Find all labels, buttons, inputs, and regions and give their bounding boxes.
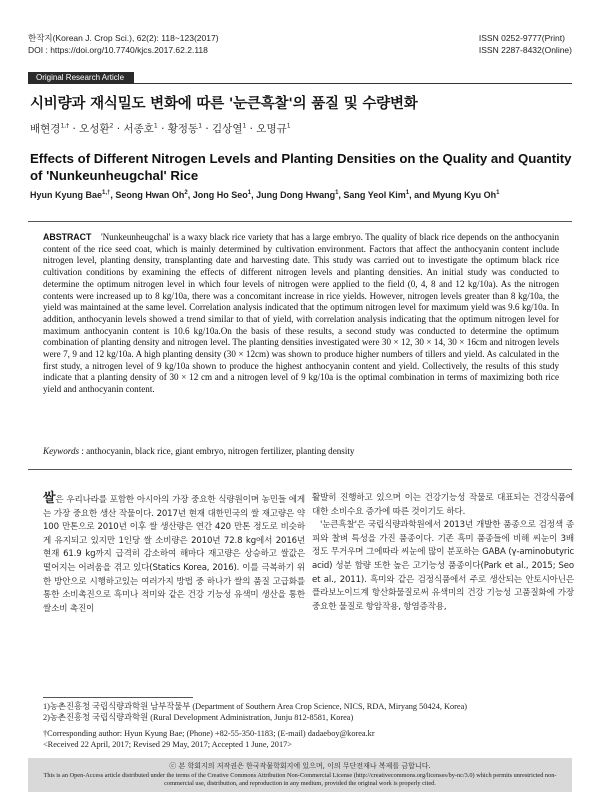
body-right-paragraph-2: '눈큰흑찰'은 국립식량과학원에서 2013년 개발한 품종으로 검정색 종피와 찰벼 특성을 가진 품종이다. 기존 흑미 품종들에 비해 씨눈이 3배 정도 무거우며 그에따라 씨눈에 많이 분포하는 GABA (γ-aminobutyric acid) 성분 함량 또한 높은 고기능성 품종이다(Park et al., 2015; Seo et al., 2011). 흑미와 같은 검정식품에서 주로 생산되는 안토시아닌은 플라보노이드계 항산화물질로써 유색미의 건강 기능성 고품질화에 가장 중요한 물질로 항암작용, 항염증작용, bbox=[312, 520, 574, 612]
license-notice: This is an Open-Access article distributed under the terms of the Creative Commons Attribution Non-Commercial License (http://creativecommons.org/licenses/by-nc/3.0) which permits unrestricted non-commercial use, distribution, and reproduction in any medium, provided the original work is properly cited. bbox=[43, 772, 557, 787]
license-footer bbox=[28, 758, 572, 792]
body-column-right bbox=[312, 492, 574, 614]
doi-link[interactable]: DOI : https://doi.org/10.7740/kjcs.2017.62.2.118 bbox=[28, 45, 208, 55]
issn-print: ISSN 0252-9777(Print) bbox=[478, 33, 565, 43]
received-dates: <Received 22 April, 2017; Revised 29 May, 2017; Accepted 1 June, 2017> bbox=[43, 740, 292, 749]
abstract-label: ABSTRACT bbox=[43, 232, 92, 242]
footnote-rule bbox=[43, 697, 193, 698]
journal-header bbox=[28, 32, 219, 56]
abstract-top-rule bbox=[28, 221, 572, 222]
english-title: Effects of Different Nitrogen Levels and Planting Densities on the Quality and Quantity of 'Nunkeunheugchal' Rice bbox=[30, 151, 572, 183]
issn-online: ISSN 2287-8432(Online) bbox=[478, 45, 572, 55]
english-authors: Hyun Kyung Bae$^{1,\dagger}$, Seong Hwan Oh$^2$, Jong Ho Seo$^1$, Jung Dong Hwang$^1$, Sang Yeol Kim$^1$, and Myung Kyu Oh$^1$ bbox=[30, 190, 500, 200]
body-column-left bbox=[43, 492, 305, 616]
drop-cap: 쌀 bbox=[43, 491, 56, 506]
korean-authors: 배현경$^{1,\dagger}$ · 오성환$^2$ · 서종호$^1$ · 황정동$^1$ · 김상열$^1$ · 오명규$^1$ bbox=[30, 122, 291, 135]
article-type-tag: Original Research Article bbox=[28, 72, 134, 84]
issn-block bbox=[479, 32, 572, 56]
keywords bbox=[43, 446, 559, 456]
footnote-1: 1)농촌진흥청 국립식량과학원 남부작물부 (Department of Southern Area Crop Science, NICS, RDA, Miryang 50424, Korea) bbox=[43, 702, 468, 711]
abstract-text: 'Nunkeunheugchal' is a waxy black rice variety that has a large embryo. The quality of black rice depends on the anthocyanin content of the rice seed coat, which is mainly determined by cultivation environment. Factors that affect the anthocyanin content include nitrogen level, planting density, transplanting date and harvesting date. This study was carried out to investigate the optimum black rice cultivation conditions by examining the effects of different nitrogen levels and planting densities. An initial study was conducted to determine the optimum nitrogen level in which four levels of nitrogen were applied to the field (0, 4, 8 and 12 kg/10a). As the nitrogen contents were increased up to 8 kg/10a, there was a concomitant increase in rice yields. However, nitrogen levels greater than 8 kg/10a, the yield was maintained at the same level. Correlation analysis indicated that the optimum nitrogen level for maximum yield was 9.6 kg/10a. In addition, anthocyanin levels showed a trend similar to that of yield, with correlation analysis indicating that the optimum nitrogen level for maximum anthocyanin content is 10.6 kg/10a.On the basis of these results, a second study was conducted to determine the optimum combination of planting density and nitrogen level. The planting densities investigated were 30 × 12, 30 × 14, 30 × 16cm and nitrogen levels were 7, 9 and 12 kg/10a. A high planting density (30 × 12cm) was shown to produce higher numbers of tillers and yield. As calculated in the first study, a nitrogen level of 9 kg/10a shown to produce the highest anthocyanin content and yield. Collectively, the results of this study indicate that a planting density of 30 × 12 cm and a nitrogen level of 9 kg/10a is the optimal combination in terms of maximizing both rice yield and anthocyanin content. bbox=[43, 232, 559, 395]
keywords-text: : anthocyanin, black rice, giant embryo, nitrogen fertilizer, planting density bbox=[81, 446, 355, 456]
footnote-2: 2)농촌진흥청 국립식량과학원 (Rural Development Administration, Junju 812-8581, Korea) bbox=[43, 713, 354, 722]
copyright-notice: ⓒ 본 학회지의 저작권은 한국작물학회지에 있으며, 이의 무단전재나 복제를 금합니다. bbox=[169, 762, 431, 770]
journal-citation: 한작지(Korean J. Crop Sci.), 62(2): 118~123(2017) bbox=[28, 33, 219, 43]
abstract-bottom-rule bbox=[28, 469, 572, 470]
korean-title: 시비량과 재식밀도 변화에 따른 '눈큰흑찰'의 품질 및 수량변화 bbox=[30, 96, 418, 112]
corresponding-author: †Corresponding author: Hyun Kyung Bae; (Phone) +82-55-350-1183; (E-mail) dadaeboy@korea.kr bbox=[43, 729, 375, 738]
keywords-label: Keywords bbox=[43, 446, 80, 456]
body-right-paragraph-1: 활발히 진행하고 있으며 이는 건강기능성 작물로 대표되는 건강식품에 대한 소비수요 증가에 따른 것이기도 하다. bbox=[312, 493, 574, 517]
abstract bbox=[43, 232, 559, 396]
body-left-text: 은 우리나라를 포함한 아시아의 가장 중요한 식량원이며 농민들 에게는 가장 중요한 생산 작물이다. 2017년 현재 대한민국의 쌀 재고량은 약 100 만톤으로 2010년 이후 쌀 생산량은 연간 420 만톤 정도로 비슷하게 유지되고 있지만 1인당 쌀 소비량은 2010년 72.8 kg에서 2016년 현재 61.9 kg까지 급격히 감소하여 해마다 재고량은 상승하고 쌀값은 떨어지는 어려움을 겪고 있다(Statics Korea, 2016). 이를 극복하기 위한 방안으로 시행하고있는 여러가지 방법 중 하나가 쌀의 품질 고급화를 통한 소비촉진으로 흑미나 적미와 같은 건강 기능성 유색미 생산을 통한 쌀소비 촉진이 bbox=[43, 495, 305, 614]
